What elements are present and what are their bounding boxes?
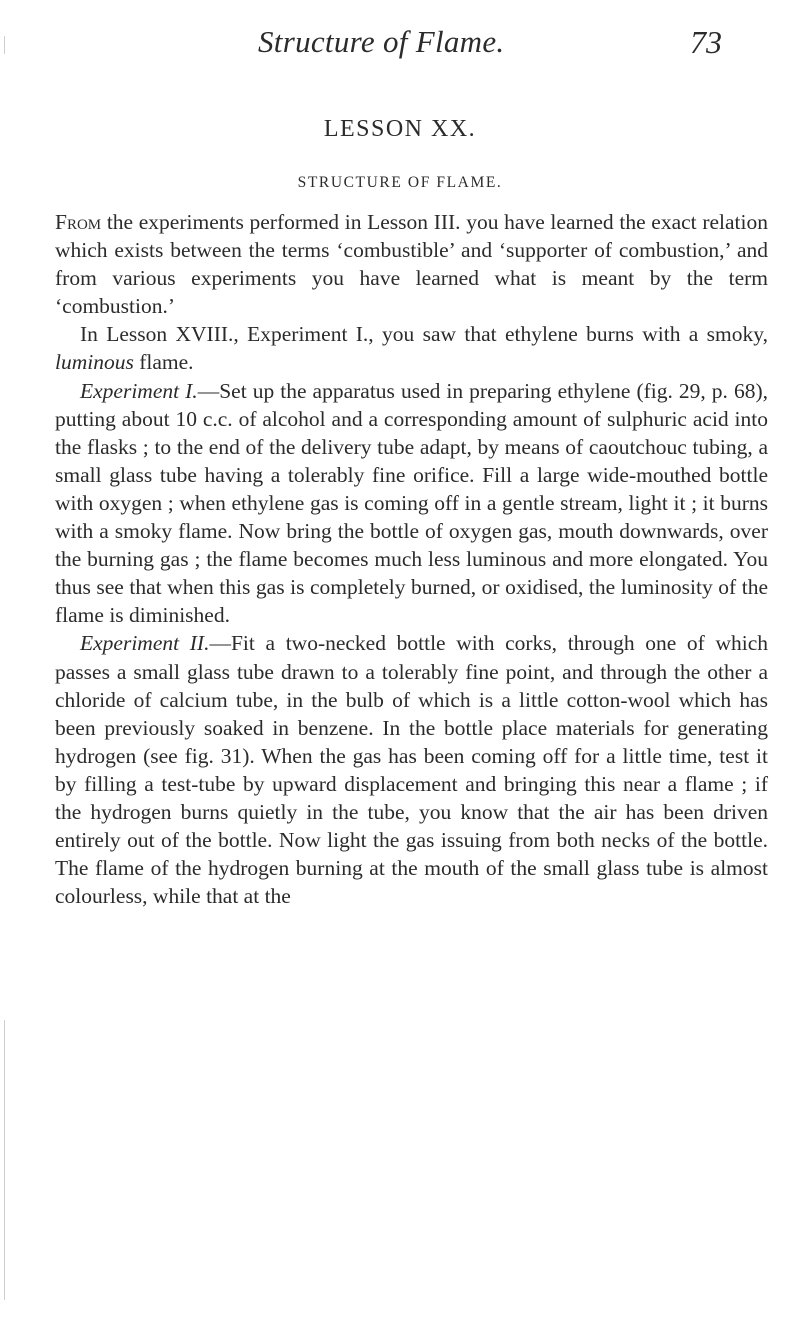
paragraph-lead-word: From bbox=[55, 210, 102, 234]
running-header bbox=[0, 20, 800, 70]
page-edge-mark bbox=[4, 1020, 5, 1300]
experiment-label: Experiment I. bbox=[80, 378, 198, 403]
experiment-label: Experiment II. bbox=[80, 631, 210, 656]
paragraph-intro bbox=[55, 208, 768, 320]
paragraph-text: flame. bbox=[133, 350, 194, 375]
section-title: STRUCTURE OF FLAME. bbox=[297, 174, 503, 191]
running-title: Structure of Flame. bbox=[258, 24, 505, 59]
paragraph-text: the experiments performed in Lesson III. you have learned the exact relation which exists between the terms ‘combustible’ and ‘supporter of combustion,’ and from various experiments you have learned what is meant by the term ‘combustion.’ bbox=[55, 210, 768, 319]
page-number: 73 bbox=[690, 24, 722, 60]
emphasis-text: luminous bbox=[55, 350, 134, 375]
paragraph-text: —Fit a two-necked bottle with corks, through one of which passes a small glass tube drawn to a tolerably fine point, and through the other a chloride of calcium tube, in the bulb of which is a little cotton-wool which has been previously soaked in benzene. In the bottle place materials for generating hydrogen (see fig. 31). When the gas has been coming off for a little time, test it by filling a test-tube by upward displacement and bringing this near a flame ; if the hydrogen burns quietly in the tube, you know that the air has been driven entirely out of the bottle. Now light the gas issuing from both necks of the bottle. The flame of the hydrogen burning at the mouth of the small glass tube is almost colourless, while that at the bbox=[55, 631, 769, 909]
paragraph-text: In Lesson XVIII., Experiment I., you saw that ethylene burns with a smoky, bbox=[80, 322, 768, 347]
paragraph-experiment-1 bbox=[55, 377, 768, 630]
lesson-title: LESSON XX. bbox=[323, 116, 477, 142]
paragraph-text: —Set up the apparatus used in preparing ethylene (fig. 29, p. 68), putting about 10 c.c. of alcohol and a corresponding amount of sulphuric acid into the flasks ; to the end of the delivery tube adapt, by means of caoutchouc tubing, a small glass tube having a tolerably fine orifice. Fill a large wide-mouthed bottle with oxygen ; when ethylene gas is coming off in a gentle stream, light it ; it burns with a smoky flame. Now bring the bottle of oxygen gas, mouth downwards, over the burning gas ; the flame becomes much less luminous and more elongated. You thus see that when this gas is completely burned, or oxidised, the luminosity of the flame is diminished. bbox=[55, 378, 769, 628]
body-text bbox=[55, 208, 768, 910]
paragraph-experiment-2 bbox=[55, 629, 768, 910]
paragraph-lesson-reference bbox=[55, 320, 768, 376]
